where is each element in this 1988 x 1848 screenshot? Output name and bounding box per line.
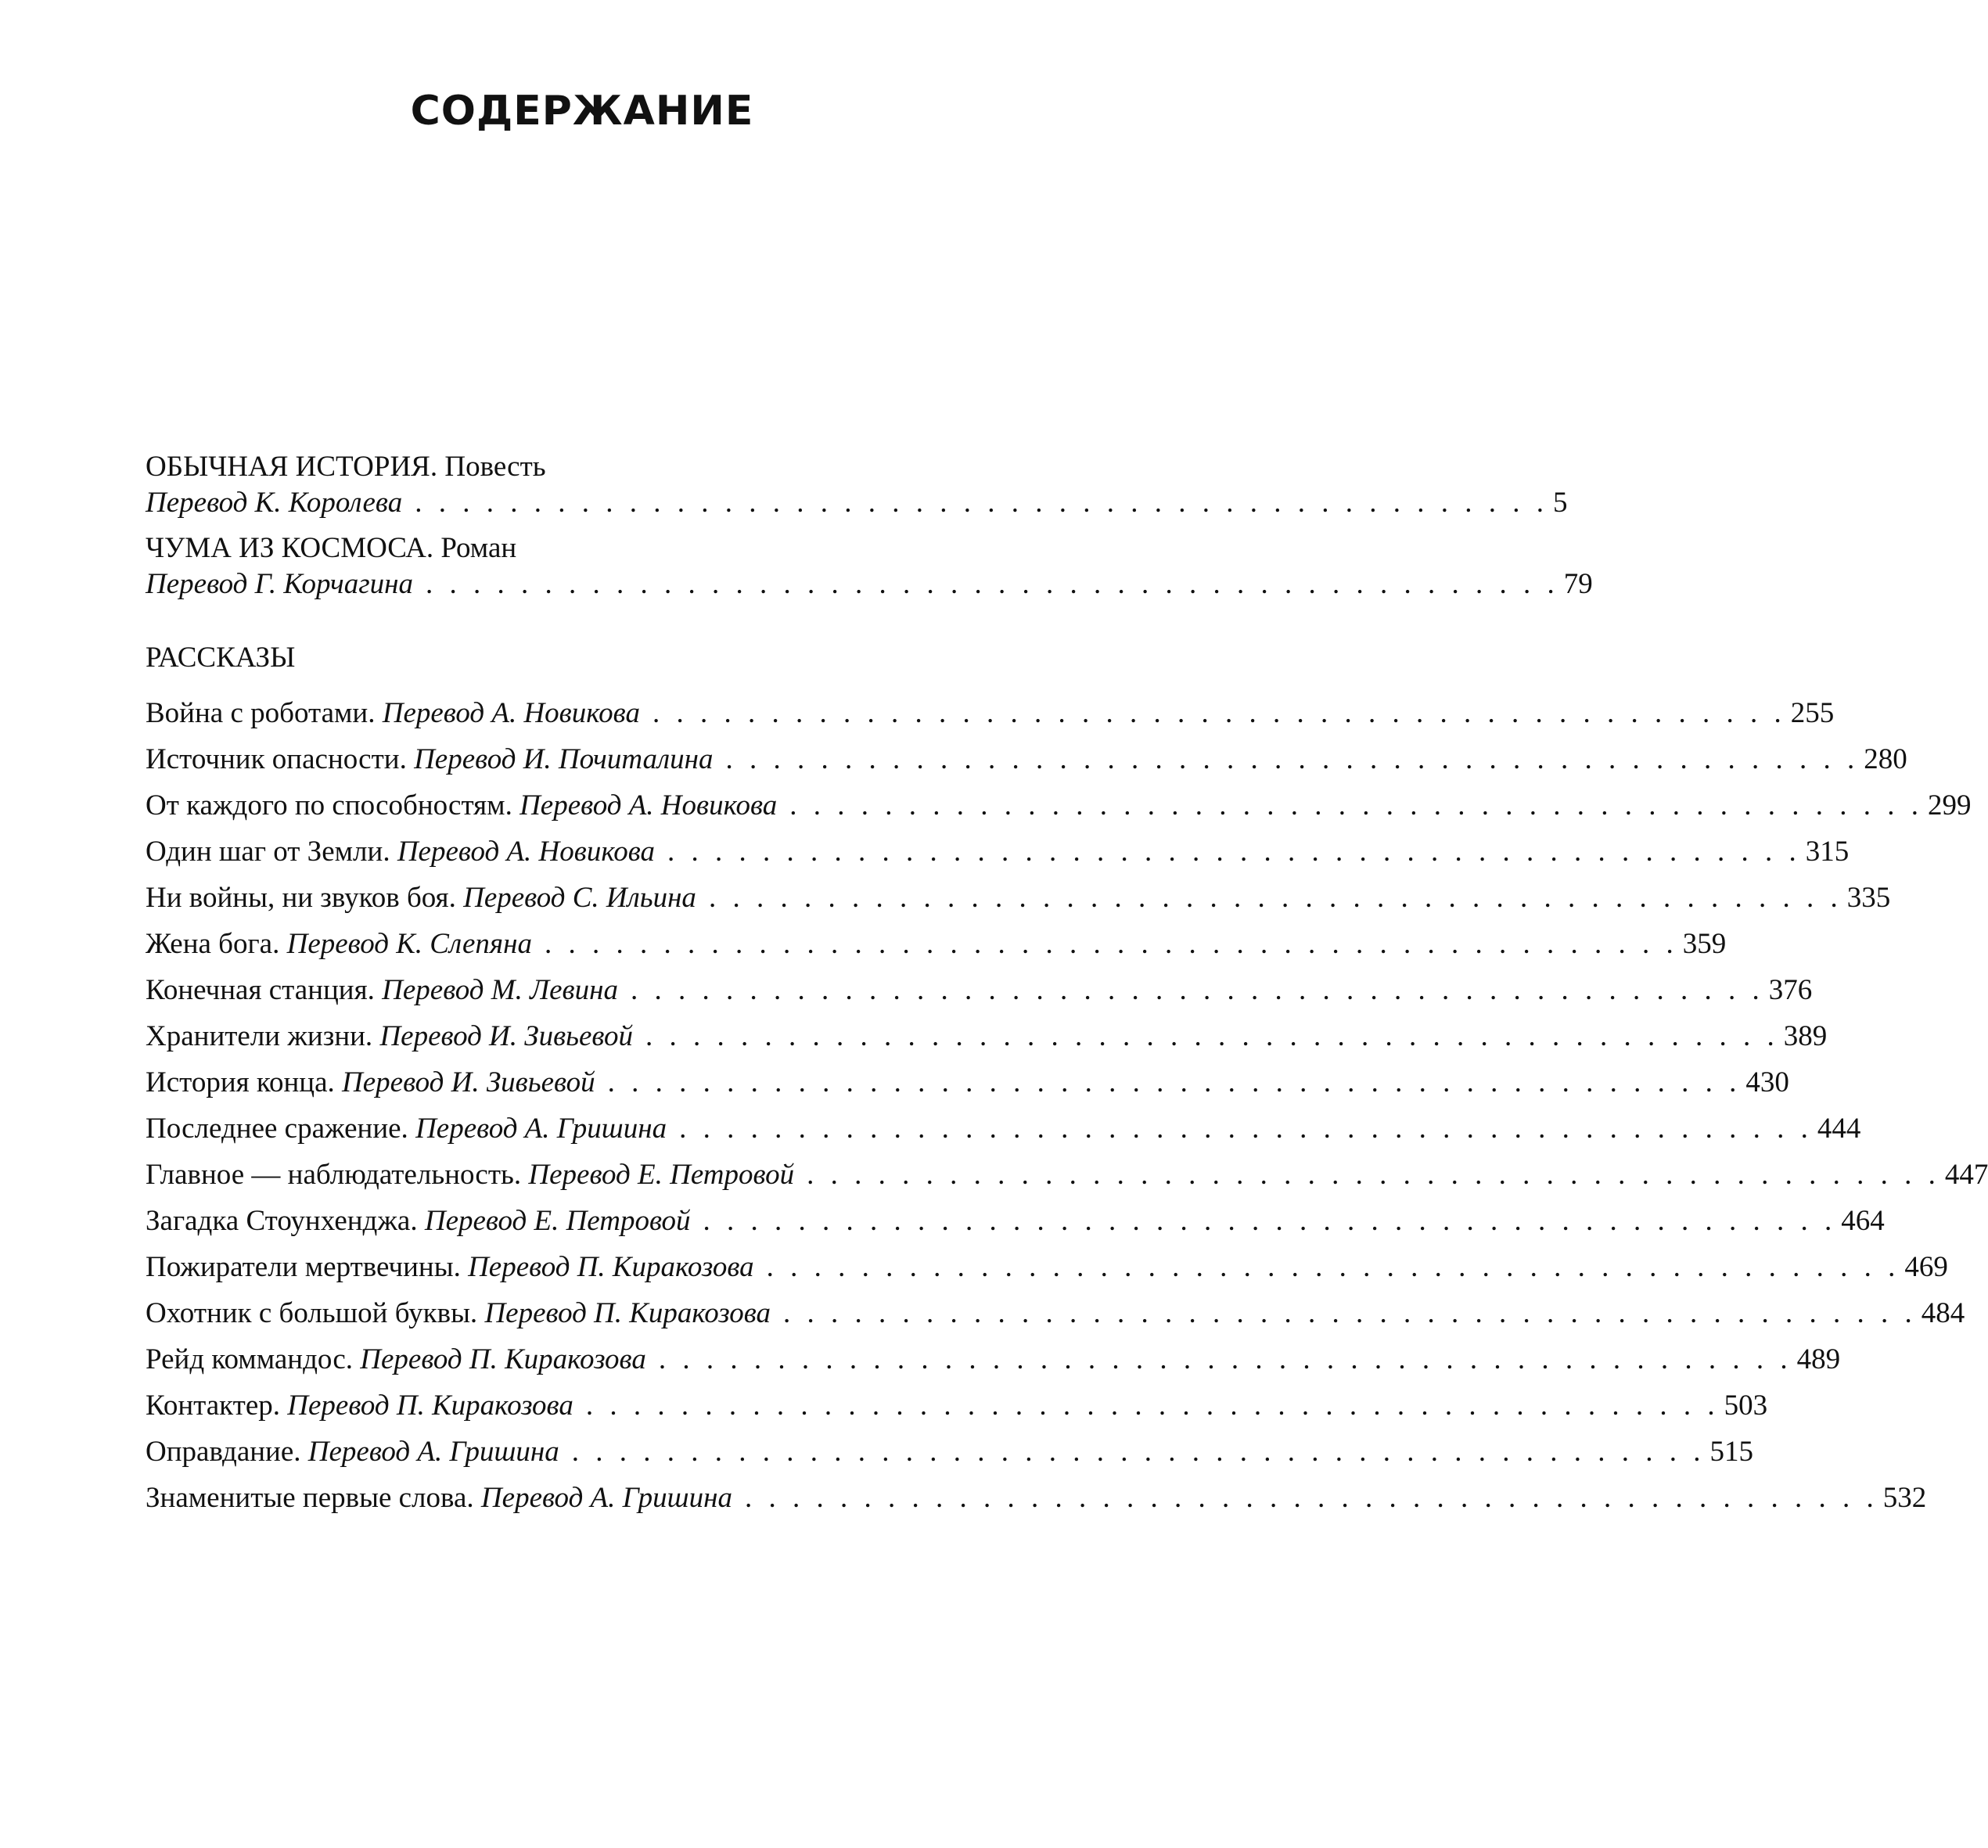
dot-leader: . . . . . . . . . . . . . . . . . . . . . . . . . . . . . . . . . . . . . . . . . . . . . . . .: [807, 1159, 1940, 1191]
translator-credit: Перевод М. Левина: [382, 974, 618, 1006]
story-title: Конечная станция.: [146, 974, 375, 1006]
toc-entry[interactable]: [146, 1382, 1768, 1429]
story-title: Последнее сражение.: [146, 1113, 408, 1145]
translator-credit: Перевод И. Почиталина: [414, 743, 714, 775]
translator-credit: Перевод Г. Корчагина: [146, 568, 413, 600]
story-title: Источник опасности.: [146, 743, 407, 775]
page-number: 515: [1709, 1436, 1754, 1468]
translator-credit: Перевод И. Зивьевой: [379, 1020, 633, 1052]
toc-entry[interactable]: [146, 1106, 1861, 1152]
dot-leader: . . . . . . . . . . . . . . . . . . . . . . . . . . . . . . . . . . . . . . . . . . . . . . . .: [708, 882, 1842, 914]
translator-credit: Перевод П. Киракозова: [484, 1297, 771, 1329]
toc-entry[interactable]: [146, 690, 1835, 736]
page-number: 464: [1841, 1205, 1885, 1237]
story-title: Загадка Стоунхенджа.: [146, 1205, 418, 1237]
story-title: Знаменитые первые слова.: [146, 1482, 474, 1514]
page-number: 299: [1928, 789, 1972, 822]
dot-leader: . . . . . . . . . . . . . . . . . . . . . . . . . . . . . . . . . . . . . . . . . . . . . . . .: [783, 1297, 1917, 1329]
dot-leader: . . . . . . . . . . . . . . . . . . . . . . . . . . . . . . . . . . . . . . . . . . . . . . . .: [703, 1205, 1837, 1237]
dot-leader: . . . . . . . . . . . . . . . . . . . . . . . . . . . . . . . . . . . . . . . . . . . . . . . .: [545, 928, 1678, 960]
toc-entry[interactable]: [146, 967, 1813, 1013]
story-title: Война с роботами.: [146, 697, 376, 729]
toc-entry[interactable]: [146, 1336, 1841, 1382]
translator-credit: Перевод К. Слепяна: [286, 928, 532, 960]
page-number: 503: [1724, 1390, 1768, 1422]
translator-credit: Перевод К. Королева: [146, 487, 403, 519]
toc-entry[interactable]: [146, 485, 1568, 521]
translator-credit: Перевод А. Новикова: [382, 697, 640, 729]
toc-entry[interactable]: [146, 1429, 1754, 1475]
story-title: Охотник с большой буквы.: [146, 1297, 478, 1329]
translator-credit: Перевод С. Ильина: [463, 882, 696, 914]
work-title-line: [146, 530, 1025, 566]
story-title: От каждого по способностям.: [146, 789, 512, 822]
page-number: 484: [1921, 1297, 1965, 1329]
dot-leader: . . . . . . . . . . . . . . . . . . . . . . . . . . . . . . . . . . . . . . . . . . . . . . . .: [652, 697, 1786, 729]
stories-list: [146, 690, 1988, 1521]
work-kind: Роман: [440, 532, 517, 564]
toc-entry[interactable]: [146, 782, 1972, 829]
page-number: 359: [1682, 928, 1727, 960]
toc-entry[interactable]: [146, 829, 1850, 875]
toc-entry[interactable]: [146, 566, 1593, 602]
page-number: 489: [1796, 1343, 1841, 1375]
work-title: ЧУМА ИЗ КОСМОСА.: [146, 532, 434, 564]
toc-entry[interactable]: [146, 1244, 1948, 1290]
dot-leader: . . . . . . . . . . . . . . . . . . . . . . . . . . . . . . . . . . . . . . . . . . . . . . . .: [744, 1482, 1878, 1514]
translator-credit: Перевод А. Гришина: [415, 1113, 667, 1145]
page-title: СОДЕРЖАНИЕ: [410, 88, 754, 135]
dot-leader: . . . . . . . . . . . . . . . . . . . . . . . . . . . . . . . . . . . . . . . . . . . . . . . .: [667, 836, 1801, 868]
work-kind: Повесть: [444, 451, 546, 483]
page-number: 335: [1846, 882, 1891, 914]
toc-entry[interactable]: [146, 921, 1727, 967]
toc-entry[interactable]: [146, 1152, 1988, 1198]
page-number: 5: [1552, 487, 1568, 519]
toc-entry[interactable]: [146, 736, 1907, 782]
page-number: 469: [1904, 1251, 1948, 1283]
translator-credit: Перевод П. Киракозова: [468, 1251, 754, 1283]
story-title: Хранители жизни.: [146, 1020, 373, 1052]
toc-entry[interactable]: [146, 1475, 1927, 1521]
translator-credit: Перевод А. Новикова: [397, 836, 656, 868]
page-number: 315: [1805, 836, 1850, 868]
story-title: Ни войны, ни звуков боя.: [146, 882, 456, 914]
dot-leader: . . . . . . . . . . . . . . . . . . . . . . . . . . . . . . . . . . . . . . . . . . . . . . . .: [789, 789, 1924, 822]
dot-leader: . . . . . . . . . . . . . . . . . . . . . . . . . . . . . . . . . . . . . . . . . . . . . . . .: [645, 1020, 1779, 1052]
page-number: 79: [1563, 568, 1593, 600]
page-number: 532: [1882, 1482, 1927, 1514]
page-number: 447: [1944, 1159, 1988, 1191]
translator-credit: Перевод И. Зивьевой: [342, 1066, 595, 1098]
dot-leader: . . . . . . . . . . . . . . . . . . . . . . . . . . . . . . . . . . . . . . . . . . . . . . . .: [630, 974, 1764, 1006]
page-number: 430: [1745, 1066, 1789, 1098]
dot-leader: . . . . . . . . . . . . . . . . . . . . . . . . . . . . . . . . . . . . . . . . . . . . . . . .: [571, 1436, 1706, 1468]
dot-leader: . . . . . . . . . . . . . . . . . . . . . . . . . . . . . . . . . . . . . . . . . . . . . . . .: [585, 1390, 1720, 1422]
translator-credit: Перевод А. Гришина: [307, 1436, 559, 1468]
page-number: 280: [1864, 743, 1907, 775]
toc-entry[interactable]: [146, 1013, 1828, 1059]
translator-credit: Перевод П. Киракозова: [360, 1343, 646, 1375]
page-number: 376: [1768, 974, 1813, 1006]
dot-leader: . . . . . . . . . . . . . . . . . . . . . . . . . . . . . . . . . . . . . . . . . . . . . . . .: [658, 1343, 1792, 1375]
dot-leader: . . . . . . . . . . . . . . . . . . . . . . . . . . . . . . . . . . . . . . . . . . . . . . . .: [426, 568, 1559, 600]
toc-entry[interactable]: [146, 1290, 1965, 1336]
section-title: РАССКАЗЫ: [146, 642, 296, 674]
toc-entry[interactable]: [146, 875, 1891, 921]
translator-credit: Перевод А. Новикова: [519, 789, 778, 822]
toc-entry[interactable]: [146, 1198, 1885, 1244]
translator-credit: Перевод Е. Петровой: [528, 1159, 795, 1191]
translator-credit: Перевод П. Киракозова: [287, 1390, 573, 1422]
dot-leader: . . . . . . . . . . . . . . . . . . . . . . . . . . . . . . . . . . . . . . . . . . . . . . . .: [766, 1251, 1900, 1283]
dot-leader: . . . . . . . . . . . . . . . . . . . . . . . . . . . . . . . . . . . . . . . . . . . . . . . .: [607, 1066, 1742, 1098]
translator-credit: Перевод Е. Петровой: [424, 1205, 691, 1237]
dot-leader: . . . . . . . . . . . . . . . . . . . . . . . . . . . . . . . . . . . . . . . . . . . . . . . .: [679, 1113, 1813, 1145]
toc-entry[interactable]: [146, 1059, 1789, 1106]
dot-leader: . . . . . . . . . . . . . . . . . . . . . . . . . . . . . . . . . . . . . . . . . . . . . . . .: [415, 487, 1548, 519]
table-of-contents: [146, 449, 1988, 1521]
page-number: 444: [1817, 1113, 1861, 1145]
story-title: Контактер.: [146, 1390, 281, 1422]
story-title: Один шаг от Земли.: [146, 836, 390, 868]
story-title: Главное — наблюдательность.: [146, 1159, 522, 1191]
story-title: Пожиратели мертвечины.: [146, 1251, 461, 1283]
story-title: История конца.: [146, 1066, 335, 1098]
page-number: 389: [1783, 1020, 1828, 1052]
dot-leader: . . . . . . . . . . . . . . . . . . . . . . . . . . . . . . . . . . . . . . . . . . . . . . . .: [725, 743, 1860, 775]
work-title: ОБЫЧНАЯ ИСТОРИЯ.: [146, 451, 438, 483]
story-title: Рейд коммандос.: [146, 1343, 353, 1375]
translator-credit: Перевод А. Гришина: [480, 1482, 732, 1514]
story-title: Жена бога.: [146, 928, 280, 960]
page-number: 255: [1790, 697, 1835, 729]
story-title: Оправдание.: [146, 1436, 301, 1468]
work-title-line: [146, 449, 1025, 485]
